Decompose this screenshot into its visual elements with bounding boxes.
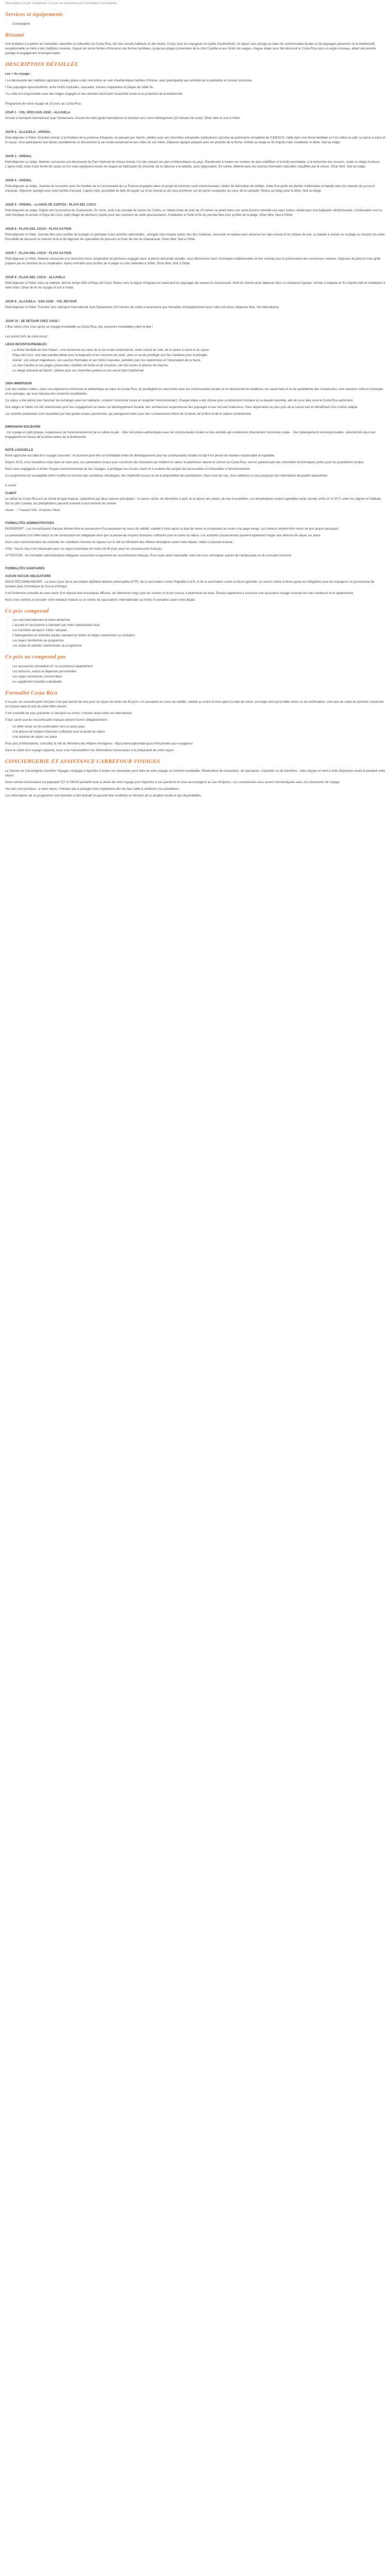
day-title: JOUR 8 : PLAYA DEL COCO - ALAJUELA — [5, 276, 66, 279]
info-item: • La côte Caraïbe et ses plages préservées, bordées de forêts et de cocotiers, loin des foules et pleines de charme. — [12, 364, 386, 368]
info-list — [5, 348, 386, 374]
day-text: Petit-déjeuner à l'hôtel. Transfert vers l'aéroport international Juan Santamaría (20 minutes de route) et assistance aux formalités d'enregistrement pour votre vol retour. Déjeuner libre. Vol international. — [5, 306, 280, 309]
formalites-admin-title: FORMALITÉS ADMINISTRATIVES — [5, 521, 54, 525]
vaccines-title: AUCUN VACCIN OBLIGATOIRE — [5, 574, 51, 578]
day-text: L'Bon retour chez vous après un voyage inoubliable au Costa Rica, des souvenirs inoubliables plein la tête ! — [5, 325, 153, 329]
resume-paragraph: Une invitation à explorer les merveilles naturelles et culturelles du Costa Rica, loin des circuits habituels et des foules. Conçu pour les voyageurs en quête d'authenticité, ce séjour vous plonge au cœur de communautés locales et de paysages préservés où la biodiversité exceptionnelle se mêle à des traditions vivantes. Depuis les terres fertiles d'Arenal et ses fermes familiales, jusqu'aux plages préservées de la côte Caraïbe et aux forêts de nuages, chaque étape vous fait découvrir le Costa Rica sous un angle nouveau, alliant découverte, partage et engagement écoresponsable. — [5, 43, 377, 55]
formalite-costa-list — [5, 725, 386, 740]
prix-comprend-item: • Les vols internationaux et taxes aériennes — [12, 618, 386, 623]
climate-title: CLIMAT — [5, 492, 17, 495]
sanitaires-para: Nous vous invitons à consulter votre médecin traitant ou un centre de vaccinations internationales au moins 6 semaines avant votre départ. — [5, 598, 196, 602]
formalite-costa-title: Formalité Costa Rica — [5, 689, 58, 696]
formalite-costa-para: Il est conseillé de vous présenter à l'aéroport au moins 3 heures avant votre vol international. — [5, 712, 133, 715]
info-item: • Playa del Coco, une baie paisible idéale pour la baignade et les couchers de soleil, avec un accès privilégié aux îles Catalinas pour la plongée. — [12, 353, 386, 358]
prix-ne-comprend-title: Ce prix ne comprend pas — [5, 654, 66, 660]
day-text: Petit-déjeuner au lodge. Matinée consacrée à la découverte du Parc National du Volcan Arenal, l'un des volcans les plus emblématiques du pays. Randonnée à travers les coulées de lave solidifiées et la forêt secondaire, à la recherche des toucans, coatis et singes hurleurs. L'après-midi, visite d'une ferme de cacao où l'on vous expliquera toutes les étapes de fabrication du chocolat, de la cabosse à la tablette, avec dégustation. En soirée, détente dans les sources thermales naturelles chauffées par le volcan. Dîner libre. Nuit au lodge. — [5, 160, 381, 168]
prix-comprend-item: • L'hébergement en chambre double standard en hôtels et lodges mentionnés ou similaires — [12, 634, 386, 638]
post-days-note: Les points forts de votre circuit : — [5, 335, 49, 338]
conciergerie-title: CONCIERGERIE ET ASSISTANCE CARREFOUR VOYAGES — [5, 758, 160, 765]
sanitaires-para: NOUS RECOMMANDONS : La mise à jour de la vaccination diphtérie-tétanos-poliomyélite (DTP), de la vaccination contre l'hépatite A et B, et de la vaccination contre la fièvre typhoïde. Le vaccin contre la fièvre jaune est obligatoire pour les voyageurs en provenance de certains pays d'Amérique du Sud et d'Afrique. — [5, 580, 374, 588]
day-title: JOUR 4 : ARENAL — [5, 179, 32, 182]
prix-ne-comprend-item: • Le supplément chambre individuelle — [12, 680, 386, 685]
info-item: • Le village artisanal de Sarchí, célèbre pour ses charrettes peintes et son savoir-faire traditionnel. — [12, 369, 386, 374]
services-title: Services et équipements — [5, 11, 63, 18]
prix-ne-comprend-item: • Les repas mentionnés comme libres — [12, 675, 386, 680]
formalites-admin-attention: ATTENTION : les formalités administratives indiquées concernent uniquement les ressortissants français. Pour toute autre nationalité, merci de vous renseigner auprès de l'ambassade ou du consulat concerné. — [5, 554, 292, 557]
formalite-costa-more: Dans le cadre d'un voyage organisé, nous vous transmettrons les informations nécessaires à la préparation de votre séjour. — [5, 749, 174, 752]
extra-para: Les activités proposées sont encadrées par des guides locaux passionnés, qui partageront avec vous leur connaissance intime de la faune, de la flore et de la culture costaricienne. — [5, 412, 252, 416]
prix-comprend-list — [5, 618, 386, 649]
dim-text: - Un voyage en petit groupe, respectueux de l'environnement et de la culture locale. - Des rencontres authentiques avec les communautés locales et des activités qui soutiennent directement l'économie rurale. - Des hébergements écoresponsables, sélectionnés pour leur engagement en faveur de la préservation de la biodiversité. — [5, 431, 376, 439]
day-text: Petit-déjeuner à l'hôtel. Dans la matinée, dernier temps libre à Playa del Coco. Retour vers la région d'Alajuela en traversant les paysages de savane du Guanacaste. Arrêt en chemin pour déjeuner dans un restaurant typique. Arrivée à Alajuela en fin d'après-midi et installation à votre hôtel. Dîner de fin de voyage et nuit à l'hôtel. — [5, 281, 385, 290]
engagement-title: 100% IMMERSION — [5, 382, 32, 385]
day-text: Petit-déjeuner au lodge. Journée de rencontre avec les familles de la communauté de La Fortuna engagées dans un projet de tourisme rural communautaire. Atelier de fabrication de tortillas, visite d'un jardin de plantes médicinales et balade dans les champs de yucca et d'ananas. Déjeuner partagé avec votre famille d'accueil. L'après-midi, possibilité de faire du kayak sur le lac Arenal ou de vous promener sur les ponts suspendus au cœur de la canopée. Retour au lodge pour le dîner. Nuit au lodge. — [5, 184, 375, 193]
prix-comprend-item: • Les transferts aéroport / hôtel / aéroport — [12, 629, 386, 633]
conciergerie-para: Vos avis sont précieux : à votre retour, n'hésitez pas à partager votre expérience afin de nous aider à améliorer nos prestations. — [5, 787, 180, 791]
formalites-admin-para: La présentation d'un billet retour ou de continuation est obligatoire ainsi que la preuve de moyens financiers suffisants pour la durée du séjour. Les autorités costariciennes peuvent également exiger une adresse de séjour sur place. — [5, 534, 321, 537]
day-title: JOUR 9 : ALAJUELA - SAN JOSE - VOL RETOUR — [5, 300, 77, 303]
day-title: JOUR 1 - VOL VERS SAN JOSE - ALAJUELA — [5, 111, 71, 114]
cultural-line: Ce programme est susceptible d'être modifié en fonction des conditions climatiques, des impératifs locaux ou de la disponibilité des prestataires. Dans tous les cas, nous veillerons à vous proposer des alternatives de qualité équivalente. — [5, 474, 328, 478]
dispatch-line: Nous nous engageons à limiter l'impact environnemental de nos voyages, à privilégier les circuits courts et à soutenir des projets de conservation et d'éducation à l'environnement. — [5, 467, 251, 471]
formalite-costa-item: • Une adresse de séjour sur place — [12, 735, 386, 740]
day-text: Petit-déjeuner au lodge. Départ vers la province du Guanacaste. En route, arrêt à la cascade de Llanos de Cortés, un rideau d'eau de près de 15 mètres se jetant dans une vaste piscine naturelle aux eaux claires, idéale pour une baignade rafraîchissante. Continuation vers la côte Pacifique et arrivée à Playa del Coco, petit village de pêcheurs réputé pour ses couchers de soleil spectaculaires. Installation à l'hôtel et fin de journée libre pour profiter de la plage. Dîner libre. Nuit à l'hôtel. — [5, 209, 382, 217]
top-text: Description Ce prix comprend / Ce prix ne comprend pas Formalités Conciergerie — [5, 2, 117, 5]
sanitaires-para: Il est fortement conseillé de vous munir d'un répulsif anti-moustiques efficace, de vêtements longs pour les soirées et d'une trousse à pharmacie de base. Pensez également à souscrire une assurance voyage couvrant les frais médicaux et le rapatriement. — [5, 591, 354, 595]
info-title: LIEUX INCONTOURNABLES — [5, 343, 47, 346]
day-text: Arrivée à l'aéroport international Juan Santamaría. Accueil de votre guide francophone et transfert vers votre hébergement (20 minutes de route). Dîner libre et nuit à l'hôtel. — [5, 116, 241, 120]
formalites-sanitaires-title: FORMALITÉS SANITAIRES — [5, 567, 45, 570]
services-item: • Conciergerie — [12, 22, 386, 27]
climate-hours: Heure : - 7 heures l'été - 8 heures l'hiver — [5, 509, 60, 512]
dispatch-line: Depuis 2015, nous travaillons main dans la main avec nos partenaires locaux pour construire des itinéraires qui mettent en valeur le patrimoine naturel et culturel du Costa Rica, tout en garantissant des retombées économiques justes pour les populations locales. — [5, 461, 365, 464]
prix-ne-comprend-item: • Les assurances annulation et / ou assistance-rapatriement — [12, 665, 386, 669]
day-text: Petit-déjeuner à l'hôtel. Matinée consacrée à la rencontre d'une coopérative de pêcheurs engagés dans la pêche artisanale durable. Vous découvrirez leurs techniques traditionnelles et leur combat pour la préservation des ressources marines. Déjeuner de poisson frais grillé préparé par les femmes de la coopérative. Après-midi libre pour profiter de la plage ou vous détendre à l'hôtel. Dîner libre. Nuit à l'hôtel. — [5, 257, 381, 265]
intro-line: • Le découverte des traditions agricoles locales grâce à des rencontres au sein d'authentiques familles d'Arenal, avec participation aux activités de la plantation et cuisine commune. — [5, 79, 252, 82]
prix-ne-comprend-item: • Les boissons, extras et dépenses personnelles — [12, 670, 386, 674]
engagement-text: Loin des sentiers battus, vivez une expérience immersive et authentique au cœur du Costa Rica, en privilégiant les rencontres avec les communautés locales et en découvrant les traditions, les savoir-faire et la vie quotidienne des Costaricains. Une aventure riche en échanges et en partages, qui vous laissera des souvenirs inoubliables. — [5, 387, 384, 396]
description-label: Les + du voyage : — [5, 72, 31, 76]
resume-title: Résumé — [5, 31, 25, 38]
formalite-costa-para: A ce jour, les ressortissants français n'ont pas besoin de visa pour un séjour de moins de 90 jours. Un passeport en cours de validité, valable au moins 6 mois après la date de retour, est exigé ainsi qu'un billet retour ou de continuation. Une taxe de sortie du territoire costaricien est incluse dans le prix de votre billet d'avion. — [5, 701, 384, 708]
note-title: NOTE LOGICIELLE — [5, 448, 34, 452]
formalites-admin-para: Nous vous recommandons de consulter les conditions d'entrée en vigueur sur le site du Ministère des Affaires étrangères avant votre départ, celles-ci pouvant évoluer. — [5, 540, 234, 544]
formalite-costa-list-intro: Il faut savoir que les ressortissants français doivent fournir obligatoirement : — [5, 719, 109, 722]
day-title: JOUR 3 : ARENAL — [5, 155, 32, 158]
prix-comprend-item: • Les repas mentionnés au programme — [12, 639, 386, 643]
conciergerie-para: Les informations de ce programme sont données à titre indicatif et peuvent être modifiées en fonction de la situation locale et des disponibilités. — [5, 794, 202, 798]
conciergerie-para: Notre service d'assistance est joignable 7j/7 et 24h/24 pendant toute la durée de votre voyage pour répondre à vos questions et vous accompagner en cas d'imprévu. Les coordonnées vous seront communiquées avec vos documents de voyage. — [5, 781, 340, 784]
day-title: JOUR 10 : DE RETOUR CHEZ VOUS ! — [5, 319, 60, 323]
intro-line: • Des paysages époustouflants, entre forêts tropicales, cascades, volcans majestueux et plages de sable fin. — [5, 86, 154, 89]
prix-ne-comprend-list — [5, 665, 386, 685]
info-item: • Arenal : son volcan majestueux, ses sources thermales et ses forêts tropicales, parfaites pour les randonnées et l'observation de la faune. — [12, 359, 386, 363]
day-text: Petit-déjeuner à l'hôtel. Direction Arenal, à la frontière de la province d'Alajuela, en passant par Sarchí, célèbre pour ses charrettes artisanales multicolores classées au patrimoine immatériel de l'UNESCO. Halte dans une ferme familiale où l'on cultive le café, la canne à sucre et le cacao. Vous participerez aux tâches quotidiennes et découvrirez la vie rurale costaricienne aux côtés de vos hôtes. Déjeuner typique préparé avec les produits de la ferme. Arrivée au lodge en fin d'après-midi, installation et dîner. Nuit au lodge. — [5, 136, 385, 144]
intro-line: • Le côté éco-responsable avec des lodges engagés et des activités favorisant l'économie locale et la protection de la biodiversité. — [5, 92, 184, 96]
day-title: JOUR 2 : ALAJUELA - ARENAL — [5, 130, 51, 134]
formalite-costa-item: • Un billet retour ou de continuation vers un autre pays — [12, 725, 386, 730]
services-list — [5, 22, 386, 27]
extra-para: Ce séjour a été pensé pour favoriser les échanges avec les habitants, soutenir l'économie locale et respecter l'environnement. Chaque étape a été choisie pour sa dimension humaine et sa beauté naturelle, afin de vous faire vivre le Costa Rica autrement. — [5, 399, 354, 402]
prix-comprend-title: Ce prix comprend — [5, 607, 49, 614]
day-title: JOUR 7 : PLAYA DEL COCO - PLAYA ACTION — [5, 251, 72, 255]
day-title: JOUR 6 : PLAYA DEL COCO - PLAYA ACTION — [5, 227, 72, 231]
conciergerie-para: Le Service de Conciergerie Carrefour Voyages s'engage à répondre à toutes vos demandes pour faire de votre voyage un moment inoubliable. Réservation de restaurants, de spectacles, d'activités ou de transferts : notre équipe se tient à votre disposition avant et pendant votre séjour. — [5, 769, 385, 777]
a-savoir: A savoir : — [5, 484, 18, 487]
prix-comprend-item: • Les visites et activités mentionnées au programme — [12, 644, 386, 649]
note-text: Notre approche est celle d'un voyage conscient : le tourisme peut être un formidable levier de développement pour les communautés locales lorsqu'il est pensé de manière responsable et équitable. — [5, 454, 275, 457]
extra-para: Nos lodges et hôtels ont été sélectionnés pour leur engagement en faveur du développement durable, leur architecture respectueuse des paysages et leur accueil chaleureux. Vous séjournerez au plus près de la nature tout en bénéficiant d'un confort adapté. — [5, 405, 359, 409]
day-title: JOUR 5 : ARENAL - LLANOS DE CORTES - PLAYA DEL COCO — [5, 203, 96, 207]
formalites-admin-passport: PASSEPORT : Les ressortissants français doivent être en possession d'un passeport en cours de validité, valable 6 mois après la date de retour et comportant au moins une page vierge. Les mineurs doivent être munis de leur propre passeport. — [5, 527, 339, 531]
climate-text: Le climat du Costa Rica est un climat de type tropical, caractérisé par deux saisons principales : la saison sèche, de décembre à avril, et la saison des pluies, de mai à novembre. Les températures restent agréables toute l'année, entre 22 et 30°C selon les régions et l'altitude. Sur la côte Caraïbe, les précipitations peuvent survenir à tout moment de l'année. — [5, 497, 382, 505]
program-intro: Programme de votre voyage de 15 jours au Costa Rica : — [5, 102, 83, 106]
day-text: Petit-déjeuner à l'hôtel. Journée libre pour profiter de la plage ou participer à des activités optionnelles : plongée sous-marine autour des îles Catalinas, excursion en bateau pour observer les raies manta et les tortues de mer, ou balade à cheval sur la plage au coucher du soleil. Possibilité de découvrir le marché local et de déguster les spécialités de poissons et fruits de mer du Guanacaste. Dîner libre. Nuit à l'hôtel. — [5, 233, 385, 241]
formalite-costa-more: Pour plus d'informations, consultez le site du Ministère des Affaires étrangères : https://www.diplomatie.gouv.fr/fr/conseils-aux-voyageurs/ — [5, 742, 193, 745]
formalites-admin-visa: VISA : Aucun visa n'est nécessaire pour un séjour touristique de moins de 90 jours pour les ressortissants français. — [5, 547, 162, 551]
info-item: • La ferme familiale de Don Hubert : une immersion au cœur de la vie rurale costaricienne, entre culture du café, de la canne à sucre et du cacao. — [12, 348, 386, 353]
formalite-costa-item: • Une preuve de moyens financiers suffisants pour la durée du séjour — [12, 730, 386, 735]
dim-title: DIMENSION SOLIDAIRE — [5, 425, 41, 429]
description-title: DESCRIPTION DÉTAILLÉE — [5, 61, 79, 67]
prix-comprend-item: • L'accueil et l'assistance à l'aéroport par notre représentant local — [12, 623, 386, 628]
